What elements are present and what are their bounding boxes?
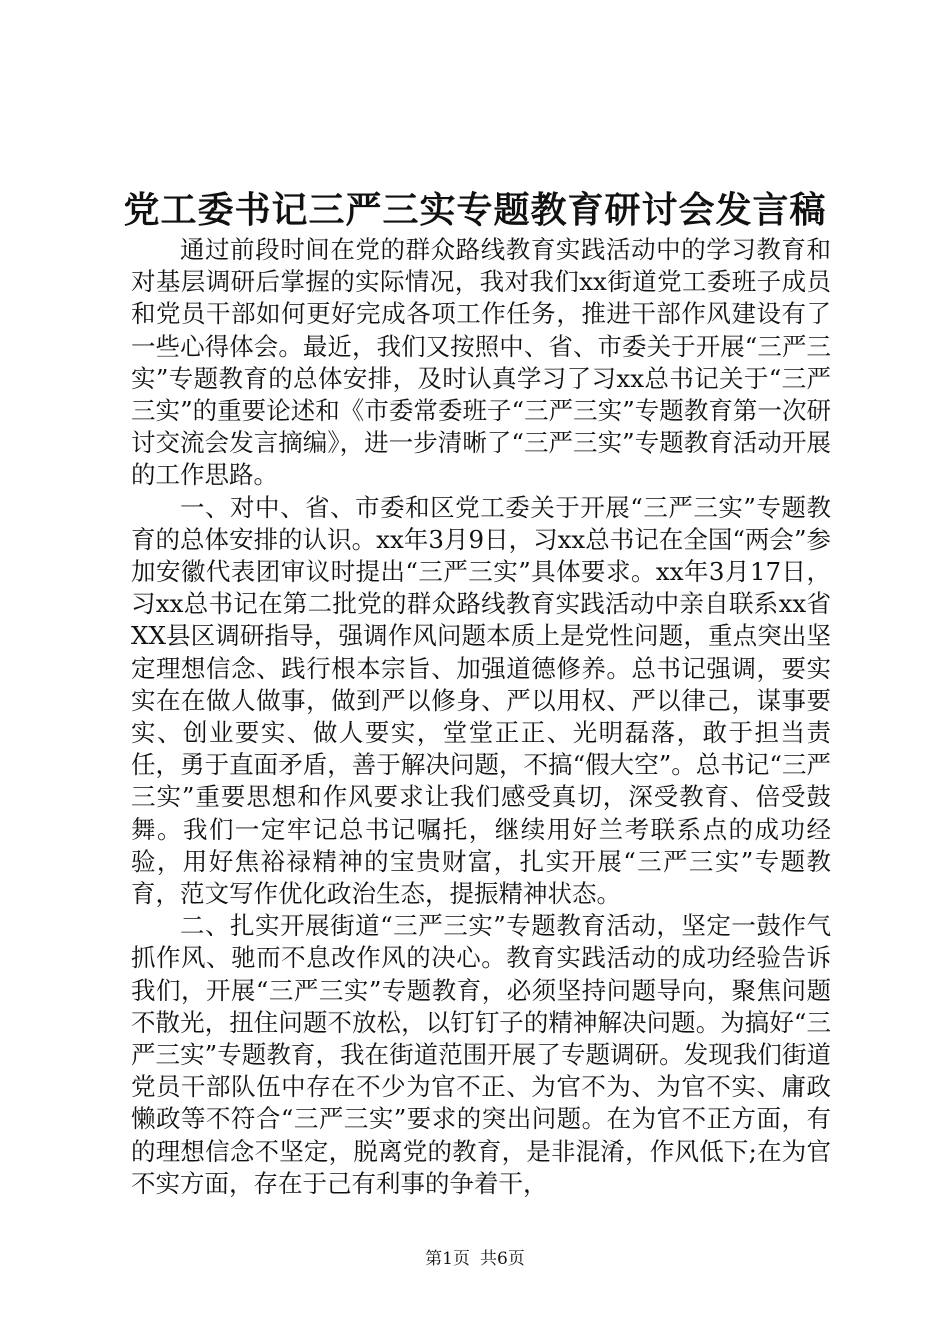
page-number: 第1页 <box>425 1249 470 1269</box>
paragraph-section-2: 二、扎实开展街道“三严三实”专题教育活动，坚定一鼓作气抓作风、驰而不息改作风的决心。教育实践活动的成功经验告诉我们，开展“三严三实”专题教育，必须坚持问题导向，聚焦问题不散光，扭住问题不放松，以钉钉子的精神解决问题。为搞好“三严三实”专题教育，我在街道范围开展了专题调研。发现我们街道党员干部队伍中存在不少为官不正、为官不为、为官不实、庸政懒政等不符合“三严三实”要求的突出问题。在为官不正方面，有的理想信念不坚定，脱离党的教育，是非混淆，作风低下;在为官不实方面，存在于己有利事的争着干， <box>131 911 831 1198</box>
page-total: 共6页 <box>480 1249 525 1269</box>
document-body <box>131 234 831 1200</box>
document-title: 党工委书记三严三实专题教育研讨会发言稿 <box>123 189 827 231</box>
paragraph-intro: 通过前段时间在党的群众路线教育实践活动中的学习教育和对基层调研后掌握的实际情况，我对我们xx街道党工委班子成员和党员干部如何更好完成各项工作任务，推进干部作风建设有了一些心得体会。最近，我们又按照中、省、市委关于开展“三严三实”专题教育的总体安排，及时认真学习了习xx总书记关于“三严三实”的重要论述和《市委常委班子“三严三实”专题教育第一次研讨交流会发言摘编》，进一步清晰了“三严三实”专题教育活动开展的工作思路。 <box>131 235 831 490</box>
page-footer <box>0 1248 950 1270</box>
paragraph-section-1: 一、对中、省、市委和区党工委关于开展“三严三实”专题教育的总体安排的认识。xx年3月9日，习xx总书记在全国“两会”参加安徽代表团审议时提出“三严三实”具体要求。xx年3月17日，习xx总书记在第二批党的群众路线教育实践活动中亲自联系xx省XX县区调研指导，强调作风问题本质上是党性问题，重点突出坚定理想信念、践行根本宗旨、加强道德修养。总书记强调，要实实在在做人做事，做到严以修身、严以用权、严以律己，谋事要实、创业要实、做人要实，堂堂正正、光明磊落，敢于担当责任，勇于直面矛盾，善于解决问题，不搞“假大空”。总书记“三严三实”重要思想和作风要求让我们感受真切，深受教育、倍受鼓舞。我们一定牢记总书记嘱托，继续用好兰考联系点的成功经验，用好焦裕禄精神的宝贵财富，扎实开展“三严三实”专题教育，范文写作优化政治生态，提振精神状态。 <box>131 492 831 909</box>
